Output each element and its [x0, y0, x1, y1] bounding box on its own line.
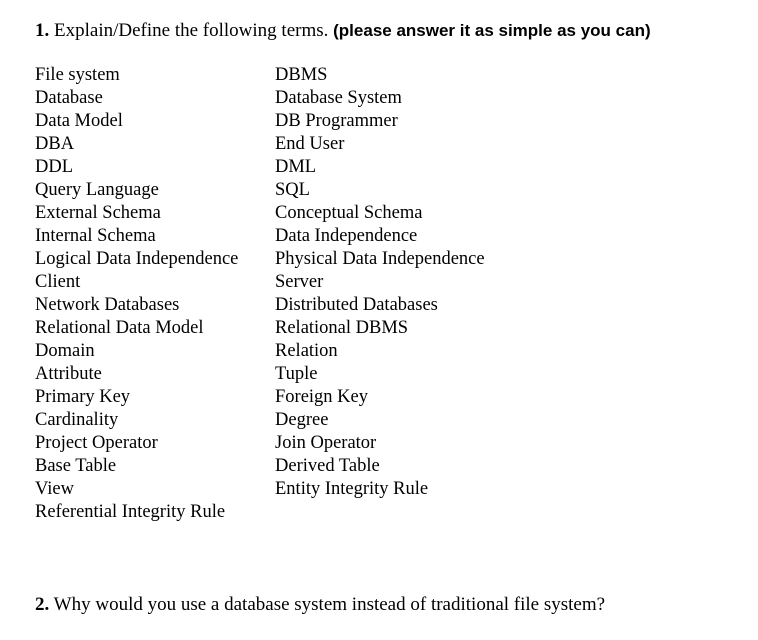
terms-right-column [275, 64, 485, 501]
question-1-number: 1. [35, 20, 50, 41]
question-1-note: (please answer it as simple as you can) [333, 21, 651, 40]
term-item: Relational DBMS [275, 318, 409, 338]
term-item: Physical Data Independence [275, 249, 485, 269]
term-item: External Schema [35, 203, 161, 223]
term-item: DML [275, 157, 317, 177]
term-item: Referential Integrity Rule [35, 502, 226, 522]
term-item: File system [35, 65, 120, 85]
term-item: DB Programmer [275, 111, 398, 131]
term-item: Domain [35, 341, 95, 361]
term-item: Relational Data Model [35, 318, 204, 338]
term-item: Internal Schema [35, 226, 156, 246]
term-item: End User [275, 134, 345, 154]
question-2 [35, 593, 605, 617]
term-item: DDL [35, 157, 74, 177]
term-item: Client [35, 272, 81, 292]
term-item: Query Language [35, 180, 159, 200]
term-item: DBMS [275, 65, 328, 85]
question-2-number: 2. [35, 594, 50, 615]
term-item: Server [275, 272, 324, 292]
term-item: View [35, 479, 74, 499]
term-item: Cardinality [35, 410, 119, 430]
term-item: Join Operator [275, 433, 377, 453]
term-item: Logical Data Independence [35, 249, 239, 269]
term-item: Relation [275, 341, 338, 361]
term-item: Database System [275, 88, 402, 108]
question-1-text: Explain/Define the following terms. [54, 20, 329, 41]
term-item: Degree [275, 410, 329, 430]
term-item: Base Table [35, 456, 117, 476]
term-item: Foreign Key [275, 387, 368, 407]
term-item: Network Databases [35, 295, 180, 315]
term-item: Data Model [35, 111, 123, 131]
term-item: SQL [275, 180, 310, 200]
term-item: Attribute [35, 364, 102, 384]
term-item: Database [35, 88, 103, 108]
term-item: Conceptual Schema [275, 203, 423, 223]
terms-left-column [35, 64, 238, 524]
term-item: Derived Table [275, 456, 380, 476]
term-item: Entity Integrity Rule [275, 479, 429, 499]
question-2-text: Why would you use a database system instead of traditional file system? [53, 594, 606, 615]
term-item: Tuple [275, 364, 318, 384]
term-item: Data Independence [275, 226, 418, 246]
term-item: Project Operator [35, 433, 158, 453]
term-item: Primary Key [35, 387, 131, 407]
term-item: Distributed Databases [275, 295, 438, 315]
term-item: DBA [35, 134, 75, 154]
question-1 [35, 19, 651, 43]
